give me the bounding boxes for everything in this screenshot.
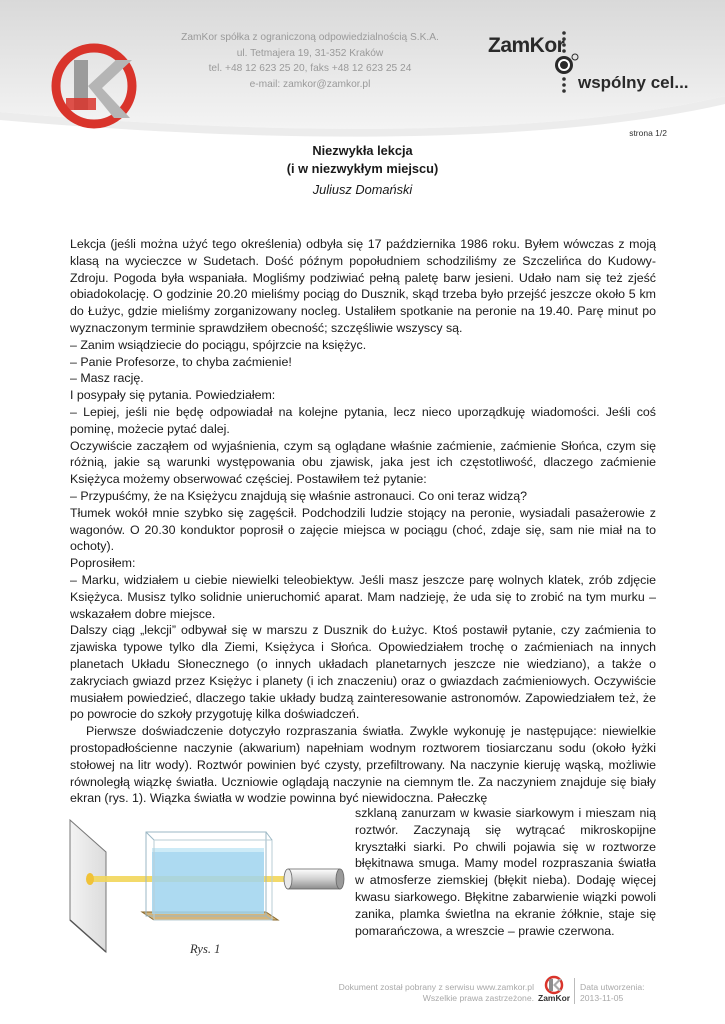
- page-number: strona 1/2: [629, 128, 667, 138]
- company-name: ZamKor spółka z ograniczoną odpowiedzialnością S.K.A.: [181, 32, 439, 43]
- article-title-block: [0, 142, 725, 199]
- footer-logo-text: ZamKor: [538, 993, 571, 1003]
- light-spot: [86, 873, 94, 885]
- white-screen: [70, 820, 106, 952]
- company-contact: [150, 30, 470, 92]
- paragraph: Pierwsze doświadczenie dotyczyło rozpraszania światła. Zwykle wykonuję je następujące: niewielkie prostopadłościenne naczynie (akwarium) napełniam wodnym roztworem tiosiarczanu sodu (około łyżki stołowej na litr wody). Roztwór powinien być czysty, przefiltrowany. Na naczynie kieruję wąską, możliwie równoległą wiązkę światła. Uczniowie oglądają naczynie na ciemnym tle. Za naczyniem znajduje się biały ekran (rys. 1). Wiązka światła w wodzie powinna być niewidoczna. Pałeczkę: [70, 724, 656, 806]
- brand-slogan: wspólny cel...: [578, 73, 689, 92]
- paragraph: – Zanim wsiądziecie do pociągu, spójrzcie na księżyc.: [70, 337, 367, 352]
- figure-experiment-diagram: [66, 812, 348, 958]
- wrapped-paragraph: szklaną zanurzam w kwasie siarkowym i mieszam nią roztwór. Zaczynają się wytrącać mikroskopijne kryształki siarki. Po chwili pojawia się w roztworze błękitnawa smuga. Mamy model rozpraszania światła w atmosferze ziemskiej (błękit nieba). Dodaję więcej kwasu siarkowego. Błękitne zabarwienie wiązki powoli zanika, plamka świetlna na ekranie żółknie, staje się pomarańczowa, a wreszcie – prawie czerwona.: [355, 806, 656, 938]
- paragraph: Poprosiłem:: [70, 556, 136, 571]
- footer-source: [300, 982, 534, 1004]
- date-value: 2013-11-05: [580, 993, 624, 1003]
- figure-caption: Rys. 1: [190, 942, 221, 956]
- paragraph: – Panie Profesorze, to chyba zaćmienie!: [70, 354, 292, 369]
- article-subtitle: (i w niezwykłym miejscu): [286, 161, 439, 176]
- paragraph: – Masz rację.: [70, 371, 144, 386]
- paragraph: I posypały się pytania. Powiedziałem:: [70, 388, 276, 403]
- article-title: Niezwykła lekcja: [312, 143, 413, 158]
- zamkor-k-logo: [44, 40, 144, 130]
- aquarium: [142, 832, 278, 920]
- company-phone: tel. +48 12 623 25 20, faks +48 12 623 25 24: [208, 63, 412, 74]
- paragraph: – Marku, widziałem u ciebie niewielki teleobiektyw. Jeśli masz jeszcze parę wolnych klatek, zrób zdjęcie Księżyca. Musisz tylko solidnie unieruchomić aparat. Mam nadzieję, że uda się to zrobić na tym murku – wskazałem dobre miejsce.: [70, 572, 656, 621]
- footer-divider: [574, 978, 575, 1004]
- light-source: [284, 869, 344, 889]
- paragraph: Dalszy ciąg „lekcji” odbywał się w marszu z Dusznik do Łużyc. Ktoś postawił pytanie, czy zaćmienia to zjawiska typowe tylko dla Ziemi, Księżyca i Słońca. Opowiedziałem trochę o zaćmieniach na innych planetach Układu Słonecznego (o innych układach planetarnych jeszcze nie wiedziano), a także o zakryciach gwiazd przez Księżyc i planety (i ich znaczeniu) oraz o gwiazdach zaćmieniowych. Oczywiście musiałem powiedzieć, dlaczego takie układy budzą zainteresowanie astronomów. Zapowiedziałem też, że po powrocie do szkoły przygotuję kilka doświadczeń.: [70, 623, 656, 722]
- paragraph: Lekcja (jeśli można użyć tego określenia) odbyła się 17 października 1986 roku. Byłem wówczas z moją klasą na wycieczce w Sudetach. Dość późnym popołudniem schodziliśmy ze Szczelińca do Kudowy-Zdroju. Pogoda była wspaniała. Mogliśmy podziwiać pełną paletę barw jesieni. Udało nam się też zjeść obiadokolację. O godzinie 20.20 mieliśmy pociąg do Dusznik, skąd trzeba było przejść jeszcze około 5 km do Łużyc, gdzie mieliśmy zorganizowany nocleg. Ustaliłem spotkanie na peronie na 19.40. Parę minut po wyznaczonym terminie sprawdziłem obecność; szczęśliwie wszyscy są.: [70, 237, 656, 335]
- brand-name: ZamKor: [488, 34, 565, 57]
- paragraph: – Lepiej, jeśli nie będę odpowiadał na kolejne pytania, lecz nieco uporządkuję wiadomości. Jeśli coś pominę, możecie pytać dalej.: [70, 404, 656, 436]
- footer-rights-line: Wszelkie prawa zastrzeżone.: [422, 993, 534, 1003]
- article-author: Juliusz Domański: [312, 182, 413, 197]
- article-body: [70, 236, 656, 807]
- company-email: e-mail: zamkor@zamkor.pl: [249, 78, 371, 90]
- company-address: ul. Tetmajera 19, 31-352 Kraków: [236, 47, 384, 59]
- date-label: Data utworzenia:: [580, 982, 645, 992]
- footer-source-line: Dokument został pobrany z serwisu www.zamkor.pl: [338, 982, 534, 992]
- footer-date: [580, 982, 645, 1004]
- paragraph: Oczywiście zacząłem od wyjaśnienia, czym są oglądane właśnie zaćmienie, zaćmienie Słońca, czym się różnią, jakie są warunki występowania obu zjawisk, jaka jest ich częstotliwość, dlaczego zaćmienie Księżyca możemy obserwować częściej. Postawiłem też pytanie:: [70, 438, 656, 487]
- paragraph: Tłumek wokół mnie szybko się zagęścił. Podchodzili ludzie stojący na peronie, wysiadali pasażerowie z wagonów. O 20.30 konduktor poprosił o zajęcie miejsca w pociągu (choć, zdaje się, sam nie miał na to ochoty).: [70, 505, 656, 554]
- paragraph: – Przypuśćmy, że na Księżycu znajdują się właśnie astronauci. Co oni teraz widzą?: [70, 488, 528, 503]
